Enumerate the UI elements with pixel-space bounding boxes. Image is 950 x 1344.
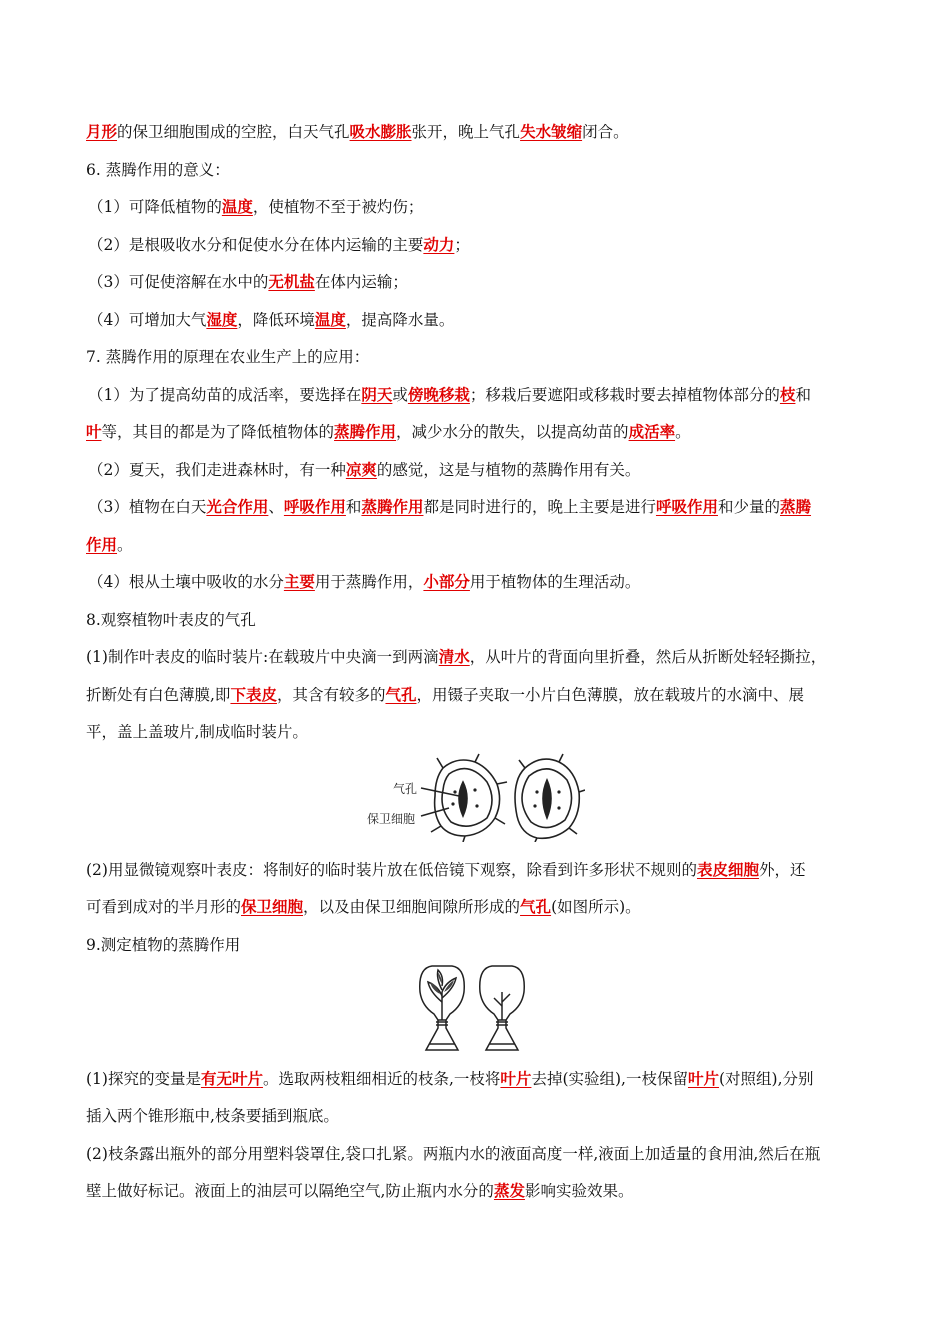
- text-line: [88, 272, 878, 292]
- section-heading: [86, 160, 876, 180]
- text-segment: 、: [268, 498, 284, 516]
- text-line: [86, 722, 876, 742]
- text-segment: ，减少水分的散失，以提高幼苗的: [396, 423, 629, 441]
- text-segment: ，降低环境: [237, 311, 315, 329]
- answer-highlight: 失水皱缩: [520, 122, 583, 141]
- section-heading: [86, 610, 876, 630]
- text-segment: （3）可促使溶解在水中的: [88, 273, 269, 291]
- answer-highlight: 吸水膨胀: [349, 122, 412, 141]
- text-segment: （4）可增加大气: [88, 311, 207, 329]
- text-segment: ，以及由保卫细胞间隙所形成的: [303, 898, 521, 916]
- text-segment: (对照组),分别: [718, 1070, 814, 1088]
- answer-highlight: 表皮细胞: [696, 860, 759, 879]
- answer-highlight: 阴天: [361, 385, 393, 404]
- transpiration-figure: [410, 962, 530, 1057]
- answer-highlight: 动力: [423, 235, 455, 254]
- text-line: [86, 1181, 876, 1201]
- text-line: [86, 685, 876, 705]
- text-segment: 的感觉，这是与植物的蒸腾作用有关。: [376, 461, 641, 479]
- text-segment: 的保卫细胞围成的空腔，白天气孔: [117, 123, 350, 141]
- text-segment: (1)制作叶表皮的临时装片:在载玻片中央滴一到两滴: [86, 648, 439, 666]
- text-line: [86, 647, 876, 667]
- text-segment: 用于蒸腾作用，: [314, 573, 424, 591]
- answer-highlight: 蒸腾作用: [334, 422, 397, 441]
- text-line: [88, 310, 878, 330]
- text-line: [86, 535, 876, 555]
- text-segment: (2)用显微镜观察叶表皮：将制好的临时装片放在低倍镜下观察，除看到许多形状不规则的: [86, 861, 697, 879]
- answer-highlight: 枝: [779, 385, 796, 404]
- answer-highlight: 叶: [86, 422, 102, 441]
- text-segment: 张开，晚上气孔: [411, 123, 521, 141]
- text-segment: (如图所示)。: [551, 898, 641, 916]
- text-segment: （2）是根吸收水分和促使水分在体内运输的主要: [88, 236, 424, 254]
- text-segment: 可看到成对的半月形的: [86, 898, 242, 916]
- text-segment: (2)枝条露出瓶外的部分用塑料袋罩住,袋口扎紧。两瓶内水的液面高度一样,液面上加适量的食用油,然后在瓶: [86, 1145, 821, 1163]
- answer-highlight: 下表皮: [230, 685, 277, 704]
- text-line: [86, 1106, 876, 1126]
- text-line: [88, 572, 878, 592]
- text-segment: 壁上做好标记。液面上的油层可以隔绝空气,防止瓶内水分的: [86, 1182, 494, 1200]
- guard-cell-label: 保卫细胞: [367, 812, 416, 826]
- text-segment: （4）根从土壤中吸收的水分: [88, 573, 284, 591]
- text-segment: (1)探究的变量是: [86, 1070, 201, 1088]
- answer-highlight: 呼吸作用: [655, 497, 718, 516]
- answer-highlight: 光合作用: [206, 497, 269, 516]
- answer-highlight: 蒸发: [493, 1181, 525, 1200]
- section-heading: [86, 347, 876, 367]
- answer-highlight: 温度: [221, 197, 253, 216]
- text-line: [88, 235, 878, 255]
- answer-highlight: 气孔: [520, 897, 552, 916]
- text-segment: 7. 蒸腾作用的原理在农业生产上的应用：: [86, 348, 370, 366]
- text-segment: 6. 蒸腾作用的意义：: [86, 161, 230, 179]
- text-line: [86, 1069, 876, 1089]
- answer-highlight: 小部分: [423, 572, 470, 591]
- text-segment: （1）为了提高幼苗的成活率，要选择在: [88, 386, 362, 404]
- stomata-illustration: [365, 752, 585, 842]
- text-segment: （2）夏天，我们走进森林时，有一种: [88, 461, 346, 479]
- text-segment: ，提高降水量。: [345, 311, 455, 329]
- text-segment: 平，盖上盖玻片,制成临时装片。: [86, 723, 308, 741]
- text-segment: 8.观察植物叶表皮的气孔: [86, 611, 256, 629]
- text-line: [86, 422, 876, 442]
- text-segment: 影响实验效果。: [524, 1182, 634, 1200]
- stomata-figure: [365, 752, 585, 842]
- text-segment: ，使植物不至于被灼伤；: [252, 198, 424, 216]
- answer-highlight: 月形: [86, 122, 118, 141]
- answer-highlight: 温度: [314, 310, 346, 329]
- text-line: [88, 460, 878, 480]
- text-segment: （1）可降低植物的: [88, 198, 222, 216]
- text-segment: 和: [795, 386, 811, 404]
- answer-highlight: 气孔: [385, 685, 417, 704]
- answer-highlight: 保卫细胞: [241, 897, 304, 916]
- text-segment: ，从叶片的背面向里折叠，然后从折断处轻轻撕拉，: [469, 648, 827, 666]
- text-segment: 和少量的: [717, 498, 780, 516]
- section-heading: [86, 935, 876, 955]
- text-segment: 和: [345, 498, 362, 516]
- text-segment: ，其含有较多的: [276, 686, 386, 704]
- answer-highlight: 叶片: [500, 1069, 532, 1088]
- text-segment: 去掉(实验组),一枝保留: [531, 1070, 688, 1088]
- text-segment: ；移栽后要遮阳或移栽时要去掉植物体部分的: [469, 386, 780, 404]
- answer-highlight: 呼吸作用: [283, 497, 346, 516]
- answer-highlight: 清水: [438, 647, 470, 666]
- text-segment: 或: [392, 386, 408, 404]
- text-line: [86, 897, 876, 917]
- text-segment: ；: [454, 236, 470, 254]
- answer-highlight: 凉爽: [345, 460, 377, 479]
- text-segment: 折断处有白色薄膜,即: [86, 686, 231, 704]
- text-segment: 9.测定植物的蒸腾作用: [86, 936, 241, 954]
- text-segment: 在体内运输；: [314, 273, 408, 291]
- text-segment: 。: [675, 423, 691, 441]
- answer-highlight: 无机盐: [268, 272, 315, 291]
- text-segment: 。选取两枝粗细相近的枝条,一枝将: [262, 1070, 501, 1088]
- text-segment: 等，其目的都是为了降低植物体的: [101, 423, 335, 441]
- answer-highlight: 湿度: [206, 310, 238, 329]
- answer-highlight: 主要: [283, 572, 315, 591]
- text-line: [88, 385, 878, 405]
- text-segment: 都是同时进行的，晚上主要是进行: [423, 498, 656, 516]
- answer-highlight: 作用: [86, 535, 118, 554]
- flask-bag-illustration: [410, 962, 530, 1057]
- text-segment: 用于植物体的生理活动。: [469, 573, 641, 591]
- text-segment: 。: [117, 536, 133, 554]
- text-segment: 插入两个锥形瓶中,枝条要插到瓶底。: [86, 1107, 339, 1125]
- text-line: [86, 860, 876, 880]
- answer-highlight: 成活率: [628, 422, 676, 441]
- answer-highlight: 蒸腾作用: [361, 497, 424, 516]
- text-line: [88, 197, 878, 217]
- text-segment: ，用镊子夹取一小片白色薄膜，放在载玻片的水滴中、展: [416, 686, 804, 704]
- answer-highlight: 蒸腾: [780, 497, 812, 516]
- text-line: [86, 1144, 876, 1164]
- text-segment: （3）植物在白天: [88, 498, 207, 516]
- answer-highlight: 傍晚移栽: [407, 385, 470, 404]
- answer-highlight: 有无叶片: [200, 1069, 263, 1088]
- stoma-label: 气孔: [393, 782, 418, 796]
- text-line: [86, 122, 876, 142]
- text-line: [88, 497, 878, 517]
- text-segment: 闭合。: [582, 123, 629, 141]
- answer-highlight: 叶片: [687, 1069, 719, 1088]
- text-segment: 外，还: [758, 861, 806, 879]
